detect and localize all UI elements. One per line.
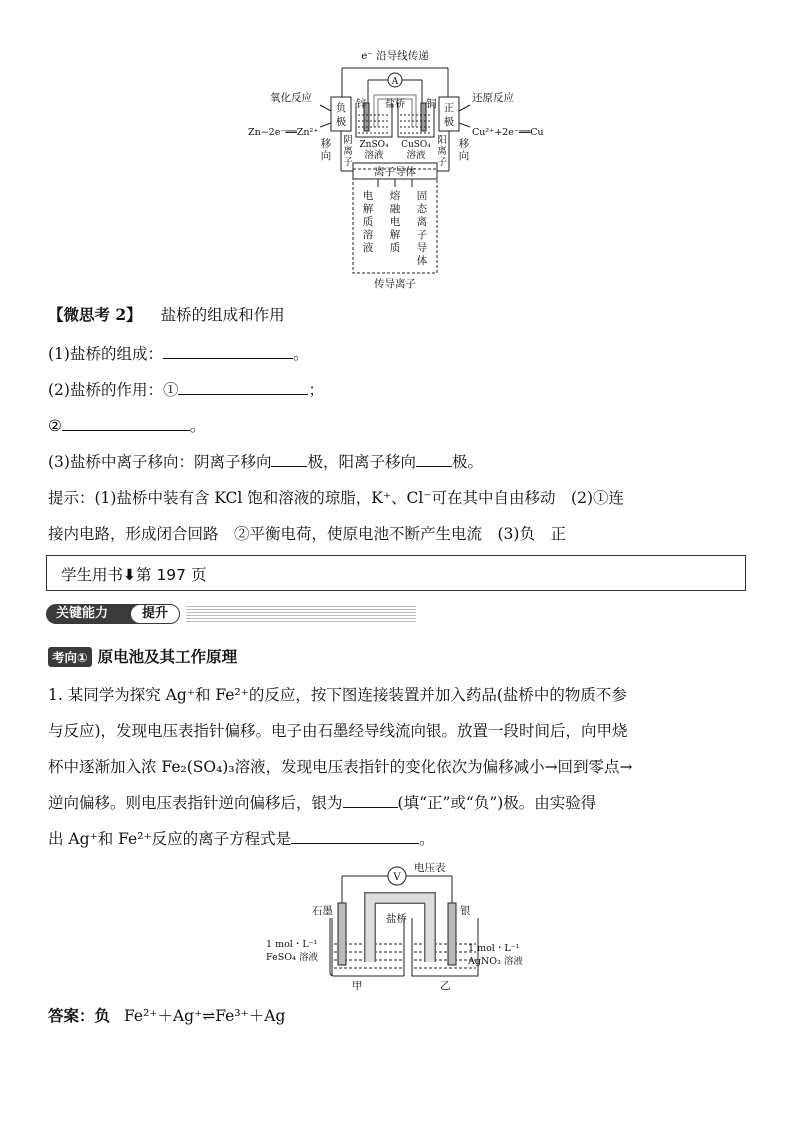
cation-label: 子 xyxy=(437,157,447,168)
anode-equation: Zn−2e⁻══Zn²⁺ xyxy=(248,127,319,138)
voltmeter-v: V xyxy=(393,872,401,883)
q-line-5 xyxy=(48,827,435,849)
oxidation-label: 氧化反应 xyxy=(270,92,312,104)
question-1 xyxy=(48,342,308,364)
answer-blank[interactable] xyxy=(178,380,308,395)
q-line-4a: 逆向偏移。则电压表指针逆向偏移后，银为 xyxy=(48,794,343,812)
svg-text:体: 体 xyxy=(416,255,428,267)
question-3 xyxy=(48,450,483,472)
banner-stripe xyxy=(186,606,416,622)
arrow-down-icon: ⬇ xyxy=(123,566,137,584)
section-bracket: 【微思考 2】 xyxy=(48,305,142,324)
galvanic-cell-diagram xyxy=(240,45,560,295)
move-label: 向 xyxy=(320,150,332,162)
q-line-4b: (填“正”或“负”)极。由实验得 xyxy=(397,794,597,812)
banner-right: 提升 xyxy=(130,604,180,624)
right-conc: 1 mol・L⁻¹ xyxy=(468,943,520,954)
electron-flow-label: e⁻ 沿导线传递 xyxy=(361,50,429,62)
q-line-3: 杯中逐渐加入浓 Fe₂(SO₄)₃溶液，发现电压表指针的变化依次为偏移减小→回到零点→ xyxy=(48,758,633,776)
q-line-5a: 出 Ag⁺和 Fe²⁺反应的离子方程式是 xyxy=(48,830,292,848)
right-solution: AgNO₃ 溶液 xyxy=(468,956,523,967)
q3-text-a: (3)盐桥中离子移向：阴离子移向 xyxy=(48,453,272,471)
col-solid xyxy=(417,190,428,267)
svg-text:融: 融 xyxy=(389,203,401,215)
q1-end: 。 xyxy=(292,345,309,363)
cuso4-label: CuSO₄ xyxy=(401,140,431,150)
graphite-label: 石墨 xyxy=(312,905,333,917)
move-label: 移 xyxy=(458,138,470,150)
q3-text-c: 极。 xyxy=(451,453,483,471)
svg-text:解: 解 xyxy=(389,229,401,241)
book-reference xyxy=(61,563,206,585)
left-conc: 1 mol・L⁻¹ xyxy=(266,939,318,950)
ammeter-label: A xyxy=(391,77,399,87)
hint-line-2: 接内电路，形成闭合回路 ②平衡电荷，使原电池不断产生电流 (3)负 正 xyxy=(48,525,566,543)
anion-label: 阴 xyxy=(343,135,353,146)
banner-left: 关键能力 xyxy=(46,604,156,624)
col-molten xyxy=(390,189,401,254)
voltmeter-label: 电压表 xyxy=(414,862,446,874)
q1-text: (1)盐桥的组成： xyxy=(48,345,163,363)
positive-electrode-1: 正 xyxy=(443,102,455,114)
q-line-4 xyxy=(48,791,596,813)
q2-end: ； xyxy=(308,381,324,399)
col-electrolyte xyxy=(363,189,374,254)
cation-label: 阳 xyxy=(437,135,447,146)
answer-line xyxy=(48,1004,285,1026)
answer-blank[interactable] xyxy=(163,344,293,359)
anion-label: 离 xyxy=(343,146,353,157)
svg-text:电: 电 xyxy=(362,190,374,202)
anion-label: 子 xyxy=(343,157,353,168)
move-label: 向 xyxy=(458,150,470,162)
beaker-yi: 乙 xyxy=(440,980,451,992)
direction-heading xyxy=(48,645,237,667)
svg-text:液: 液 xyxy=(362,242,374,254)
direction-title: 原电池及其工作原理 xyxy=(97,647,238,666)
svg-text:溶: 溶 xyxy=(362,229,374,241)
svg-text:质: 质 xyxy=(389,242,401,254)
answer-equation: Fe²⁺＋Ag⁺⇌Fe³⁺＋Ag xyxy=(124,1007,286,1025)
q2-text: (2)盐桥的作用：① xyxy=(48,381,179,399)
q-line-2: 与反应)，发现电压表指针偏移。电子由石墨经导线流向银。放置一段时间后，向甲烧 xyxy=(48,722,628,740)
answer-label: 答案：负 xyxy=(48,1006,111,1025)
negative-electrode-1: 负 xyxy=(335,102,347,114)
question-2 xyxy=(48,378,324,400)
book-reference-box xyxy=(46,555,746,591)
cuso4-sol: 溶液 xyxy=(406,150,426,161)
svg-text:电: 电 xyxy=(389,216,401,228)
svg-text:态: 态 xyxy=(416,203,428,215)
book-ref-page: 第 197 页 xyxy=(136,566,207,584)
svg-text:固: 固 xyxy=(416,190,428,202)
salt-bridge-label-2: 盐桥 xyxy=(386,913,407,925)
cathode-equation: Cu²⁺+2e⁻══Cu xyxy=(472,127,544,138)
svg-text:离: 离 xyxy=(416,216,428,228)
q3-text-b: 极，阳离子移向 xyxy=(307,453,416,471)
positive-electrode-2: 极 xyxy=(443,116,455,128)
znso4-sol: 溶液 xyxy=(364,150,384,161)
q-line-5b: 。 xyxy=(419,830,435,848)
answer-blank[interactable] xyxy=(291,829,419,844)
hint-line-1: 提示：(1)盐桥中装有含 KCl 饱和溶液的琼脂，K⁺、Cl⁻可在其中自由移动 (2)①连 xyxy=(48,489,625,507)
answer-blank[interactable] xyxy=(62,416,190,431)
q2b-end: 。 xyxy=(189,417,206,435)
svg-text:质: 质 xyxy=(362,216,374,228)
beaker-jia: 甲 xyxy=(352,980,363,992)
q-line-1: 1. 某同学为探究 Ag⁺和 Fe²⁺的反应，按下图连接装置并加入药品(盐桥中的物质不参 xyxy=(48,686,627,704)
q2b-text: ② xyxy=(48,417,62,435)
reduction-label: 还原反应 xyxy=(472,92,514,104)
answer-blank[interactable] xyxy=(416,452,452,467)
move-label: 移 xyxy=(320,138,332,150)
negative-electrode-2: 极 xyxy=(335,116,347,128)
cation-label: 离 xyxy=(437,146,447,157)
direction-tag: 考向① xyxy=(48,647,92,667)
svg-text:子: 子 xyxy=(416,229,428,241)
copper-label: 铜 xyxy=(426,98,437,110)
left-solution: FeSO₄ 溶液 xyxy=(266,952,318,963)
zinc-label: 锌 xyxy=(356,98,367,110)
svg-text:解: 解 xyxy=(362,203,374,215)
svg-text:导: 导 xyxy=(416,242,428,254)
znso4-label: ZnSO₄ xyxy=(359,140,389,150)
book-ref-label: 学生用书 xyxy=(61,566,124,584)
answer-blank[interactable] xyxy=(343,793,398,808)
cell-apparatus-diagram xyxy=(262,858,532,993)
question-2b xyxy=(48,414,205,436)
silver-label: 银 xyxy=(460,905,471,917)
section-title xyxy=(48,303,285,325)
section-title-text: 盐桥的组成和作用 xyxy=(160,306,285,324)
answer-blank[interactable] xyxy=(271,452,307,467)
salt-bridge-label: 盐桥 xyxy=(385,99,405,110)
svg-text:熔: 熔 xyxy=(389,190,401,202)
ion-conductor-label: 离子导体 xyxy=(374,166,416,178)
conduct-ions-label: 传导离子 xyxy=(374,278,416,290)
